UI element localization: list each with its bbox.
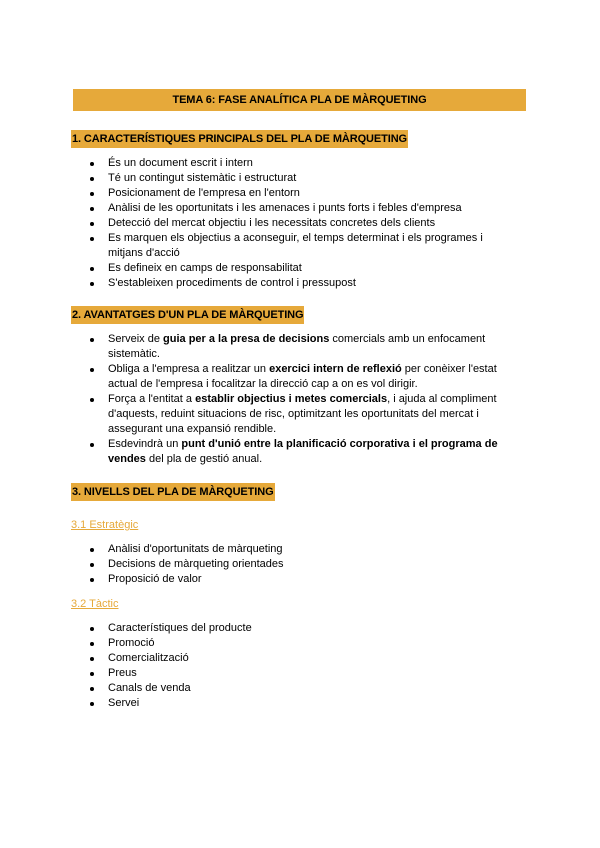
list-item: Es marquen els objectius a aconseguir, el temps determinat i els programes i mitjans d'acció <box>90 231 510 261</box>
bullet-icon <box>90 627 94 631</box>
subsection-3-1-list <box>90 542 510 587</box>
list-item: Característiques del producte <box>90 621 510 636</box>
list-item: Anàlisi de les oportunitats i les amenaces i punts forts i febles d'empresa <box>90 201 510 216</box>
document-title <box>73 89 526 111</box>
bullet-icon <box>90 702 94 706</box>
bullet-icon <box>90 177 94 181</box>
document-title-text: TEMA 6: FASE ANALÍTICA PLA DE MÀRQUETING <box>172 94 427 106</box>
subsection-3-1-heading: 3.1 Estratègic <box>71 519 139 531</box>
list-item: S'estableixen procediments de control i pressupost <box>90 276 510 291</box>
bullet-icon <box>90 267 94 271</box>
bullet-icon <box>90 207 94 211</box>
subsection-3-2-list <box>90 621 510 711</box>
list-item: Preus <box>90 666 510 681</box>
section-3-heading: 3. NIVELLS DEL PLA DE MÀRQUETING <box>71 483 275 501</box>
section-2-heading: 2. AVANTATGES D'UN PLA DE MÀRQUETING <box>71 306 304 324</box>
bullet-icon <box>90 578 94 582</box>
subsection-3-2-heading: 3.2 Tàctic <box>71 598 119 610</box>
bullet-icon <box>90 443 94 447</box>
bullet-icon <box>90 548 94 552</box>
bullet-icon <box>90 222 94 226</box>
bullet-icon <box>90 368 94 372</box>
bullet-icon <box>90 657 94 661</box>
list-item: Serveix de guia per a la presa de decisions comercials amb un enfocament sistemàtic. <box>90 332 515 362</box>
section-1-list <box>90 156 510 291</box>
bullet-icon <box>90 338 94 342</box>
bullet-icon <box>90 192 94 196</box>
list-item: Obliga a l'empresa a realitzar un exercici intern de reflexió per conèixer l'estat actual de l'empresa i focalitzar la direcció cap a on es vol dirigir. <box>90 362 515 392</box>
list-item: Servei <box>90 696 510 711</box>
bullet-icon <box>90 162 94 166</box>
bullet-icon <box>90 672 94 676</box>
list-item: Promoció <box>90 636 510 651</box>
list-item: Canals de venda <box>90 681 510 696</box>
list-item: Decisions de màrqueting orientades <box>90 557 510 572</box>
bullet-icon <box>90 398 94 402</box>
list-item: Detecció del mercat objectiu i les necessitats concretes dels clients <box>90 216 510 231</box>
bullet-icon <box>90 563 94 567</box>
list-item: Força a l'entitat a establir objectius i metes comercials, i ajuda al compliment d'aquests, reduint situacions de risc, optimitzant les oportunitats del mercat i assegurant una expansió rendible. <box>90 392 515 437</box>
list-item: Té un contingut sistemàtic i estructurat <box>90 171 510 186</box>
list-item: Posicionament de l'empresa en l'entorn <box>90 186 510 201</box>
section-1-heading: 1. CARACTERÍSTIQUES PRINCIPALS DEL PLA DE MÀRQUETING <box>71 130 408 148</box>
bullet-icon <box>90 642 94 646</box>
list-item: Comercialització <box>90 651 510 666</box>
bullet-icon <box>90 687 94 691</box>
list-item: És un document escrit i intern <box>90 156 510 171</box>
list-item: Es defineix en camps de responsabilitat <box>90 261 510 276</box>
section-2-list <box>90 332 515 467</box>
list-item: Anàlisi d'oportunitats de màrqueting <box>90 542 510 557</box>
list-item: Proposició de valor <box>90 572 510 587</box>
list-item: Esdevindrà un punt d'unió entre la planificació corporativa i el programa de vendes del pla de gestió anual. <box>90 437 515 467</box>
bullet-icon <box>90 237 94 241</box>
bullet-icon <box>90 282 94 286</box>
